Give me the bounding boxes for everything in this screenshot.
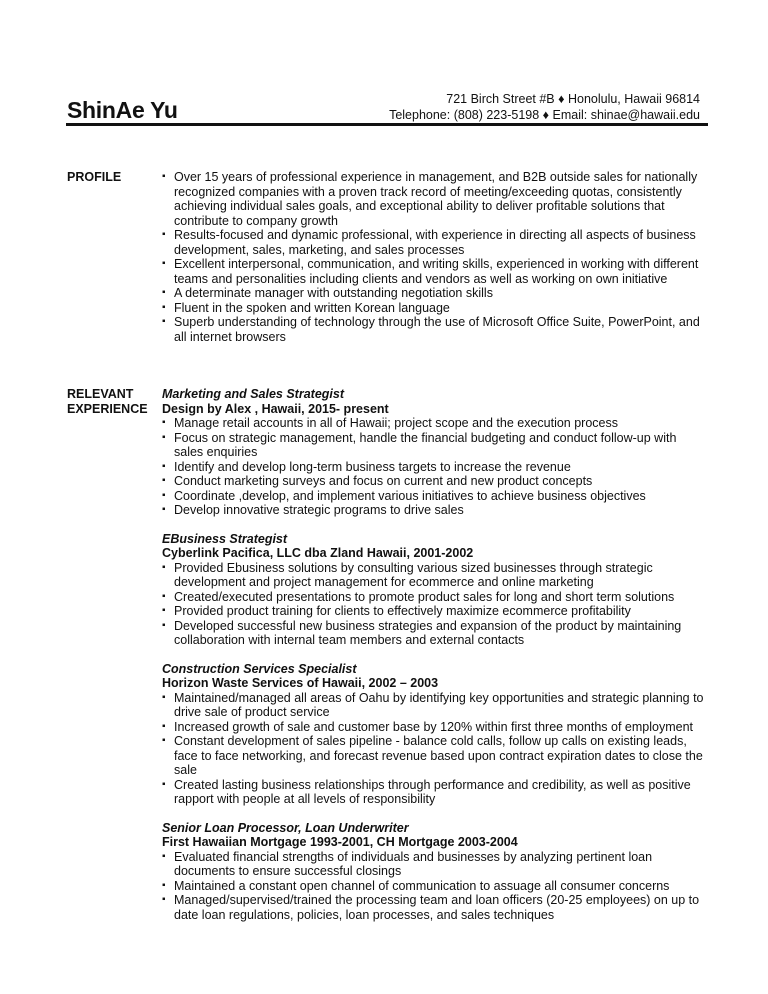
list-item: ▪ Developed successful new business strategies and expansion of the product by maintaining collaboration with internal team members and external contacts: [162, 619, 707, 648]
job-title: EBusiness Strategist: [162, 531, 288, 546]
profile-list: [162, 170, 707, 344]
list-item: ▪ Constant development of sales pipeline - balance cold calls, follow up calls on existing leads, face to face networking, and forecast revenue based upon contract expiration dates to close the sale: [162, 734, 707, 778]
list-item: ▪ Provided product training for clients to effectively maximize ecommerce profitability: [162, 604, 707, 619]
list-item: ▪ Identify and develop long-term business targets to increase the revenue: [162, 460, 707, 475]
experience-label: [67, 387, 157, 416]
job-company: Design by Alex , Hawaii, 2015- present: [162, 401, 389, 416]
address-line: 721 Birch Street #B ♦ Honolulu, Hawaii 96814: [446, 92, 700, 106]
list-item: ▪ Managed/supervised/trained the processing team and loan officers (20-25 employees) on up to date loan regulations, policies, loan processes, and sales techniques: [162, 893, 707, 922]
list-item: ▪ Created lasting business relationships through performance and credibility, as well as positive rapport with people at all levels of responsibility: [162, 778, 707, 807]
list-item: ▪ Superb understanding of technology through the use of Microsoft Office Suite, PowerPoint, and all internet browsers: [162, 315, 707, 344]
list-item: ▪ Maintained a constant open channel of communication to assuage all consumer concerns: [162, 879, 707, 894]
experience-label-line1: RELEVANT: [67, 387, 134, 401]
list-item: ▪ Conduct marketing surveys and focus on current and new product concepts: [162, 474, 707, 489]
list-item: ▪ Evaluated financial strengths of individuals and businesses by analyzing pertinent loan documents to ensure successful closings: [162, 850, 707, 879]
list-item: ▪ Provided Ebusiness solutions by consulting various sized businesses through strategic development and project management for ecommerce and online marketing: [162, 561, 707, 590]
profile-section: [67, 170, 707, 344]
list-item: ▪ Increased growth of sale and customer base by 120% within first three months of employment: [162, 720, 707, 735]
job-entry: [162, 821, 707, 923]
list-item: ▪ A determinate manager with outstanding negotiation skills: [162, 286, 707, 301]
job-company: First Hawaiian Mortgage 1993-2001, CH Mortgage 2003-2004: [162, 835, 518, 849]
list-item: ▪ Focus on strategic management, handle the financial budgeting and conduct follow-up with sales enquiries: [162, 431, 707, 460]
job-entry: [162, 387, 707, 518]
list-item: ▪ Manage retail accounts in all of Hawaii; project scope and the execution process: [162, 416, 707, 431]
list-item: ▪ Results-focused and dynamic professional, with experience in directing all aspects of business development, sales, marketing, and sales processes: [162, 228, 707, 257]
list-item: ▪ Maintained/managed all areas of Oahu by identifying key opportunities and strategic planning to drive sale of product service: [162, 691, 707, 720]
job-title: Construction Services Specialist: [162, 661, 357, 676]
list-item: ▪ Excellent interpersonal, communication, and writing skills, experienced in working with different teams and personalities including clients and vendors as well as working on own initiative: [162, 257, 707, 286]
job-title: Marketing and Sales Strategist: [162, 387, 345, 401]
job-title: Senior Loan Processor, Loan Underwriter: [162, 820, 409, 835]
contact-line: Telephone: (808) 223-5198 ♦ Email: shinae@hawaii.edu: [389, 108, 700, 122]
list-item: ▪ Fluent in the spoken and written Korean language: [162, 301, 707, 316]
experience-label-line2: EXPERIENCE: [67, 401, 148, 416]
header-divider: [66, 123, 708, 126]
job-company: Horizon Waste Services of Hawaii, 2002 – 2003: [162, 676, 439, 690]
experience-section: [67, 387, 707, 936]
list-item: ▪ Coordinate ,develop, and implement various initiatives to achieve business objectives: [162, 489, 707, 504]
list-item: ▪ Created/executed presentations to promote product sales for long and short term solutions: [162, 590, 707, 605]
contact-block: [389, 91, 700, 123]
resume-name: ShinAe Yu: [67, 97, 178, 123]
job-entry: [162, 532, 707, 648]
profile-label: PROFILE: [67, 170, 122, 184]
list-item: ▪ Over 15 years of professional experience in management, and B2B outside sales for nationally recognized companies with a proven track record of meeting/exceeding quotas, consistently achieving individual sales goals, and exceptional ability to deliver profitable solutions that contribute to company growth: [162, 170, 707, 228]
list-item: ▪ Develop innovative strategic programs to drive sales: [162, 503, 707, 518]
job-entry: [162, 662, 707, 807]
job-company: Cyberlink Pacifica, LLC dba Zland Hawaii, 2001-2002: [162, 546, 474, 560]
